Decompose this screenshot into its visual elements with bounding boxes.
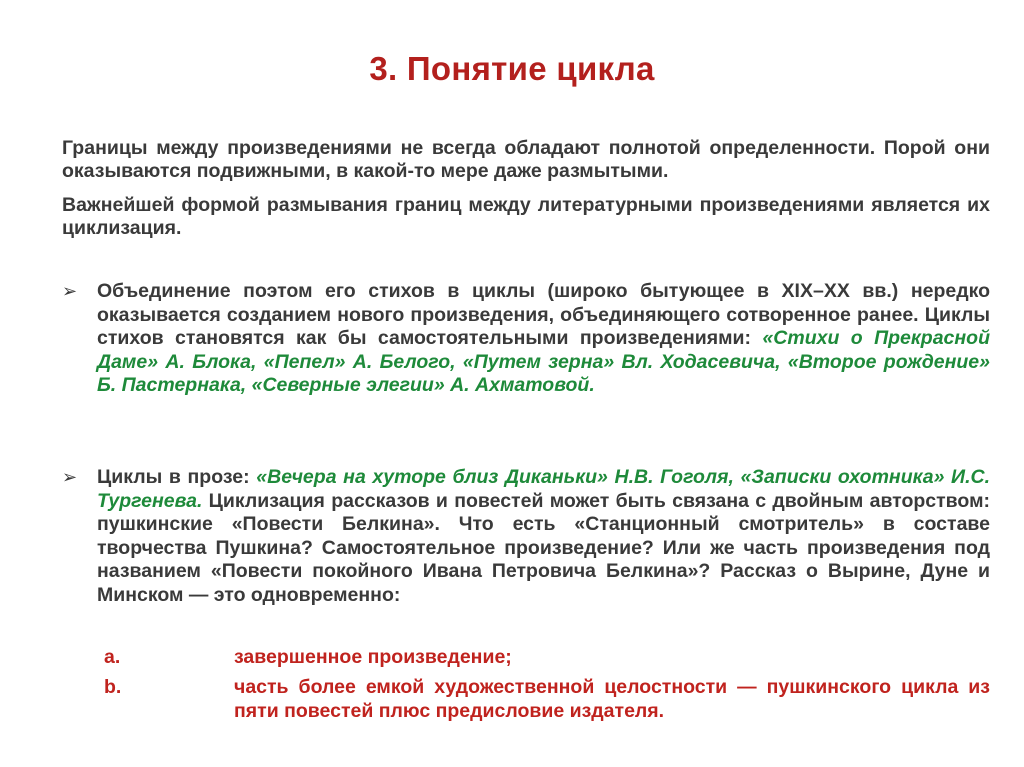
sub-item-text: часть более емкой художественной целостности — пушкинского цикла из пяти повестей плюс предисловие издателя. (234, 676, 990, 722)
bullet-poetry-cycles (62, 280, 990, 398)
poetry-cycle-examples: «Стихи о Прекрасной Даме» А. Блока, «Пепел» А. Белого, «Путем зерна» Вл. Ходасевича, «Второе рождение» Б. Пастернака, «Северные элегии» А. Ахматовой. (97, 327, 990, 396)
bullet-body (97, 280, 990, 398)
sub-item-b (104, 676, 990, 723)
sub-item-label: b. (104, 676, 122, 698)
bullet-rest-text: Циклизация рассказов и повестей может быть связана с двойным авторством: пушкинские «Повести Белкина». Что есть «Станционный смотритель» в составе творчества Пушкина? Самостоятельное произведение? Или же часть произведения под названием «Повести покойного Ивана Петровича Белкина»? Рассказ о Вырине, Дуне и Минском — это одновременно: (97, 489, 990, 606)
bullet-body (97, 466, 990, 607)
bullet-lead-text: Объединение поэтом его стихов в циклы (широко бытующее в XIX–XX вв.) нередко оказывается созданием нового произведения, объединяющего сотворенное ранее. Циклы стихов становятся как бы самостоятельными произведениями: (97, 280, 990, 349)
bullet-lead-text: Циклы в прозе: (97, 466, 257, 488)
sub-item-a (104, 646, 990, 670)
bullet-prose-cycles (62, 466, 990, 607)
arrow-bullet-icon: ➢ (62, 467, 78, 487)
intro-paragraph-1: Границы между произведениями не всегда обладают полнотой определенности. Порой они оказываются подвижными, в какой-то мере даже размытыми. (62, 137, 990, 182)
sub-item-text: завершенное произведение; (234, 646, 512, 668)
sub-item-label: a. (104, 646, 121, 668)
slide-title: 3. Понятие цикла (369, 50, 655, 87)
intro-paragraph-2: Важнейшей формой размывания границ между литературными произведениями является их циклизация. (62, 194, 990, 239)
prose-cycle-examples: «Вечера на хуторе близ Диканьки» Н.В. Гоголя, «Записки охотника» И.С. Тургенева. (97, 466, 990, 512)
arrow-bullet-icon: ➢ (62, 281, 78, 301)
